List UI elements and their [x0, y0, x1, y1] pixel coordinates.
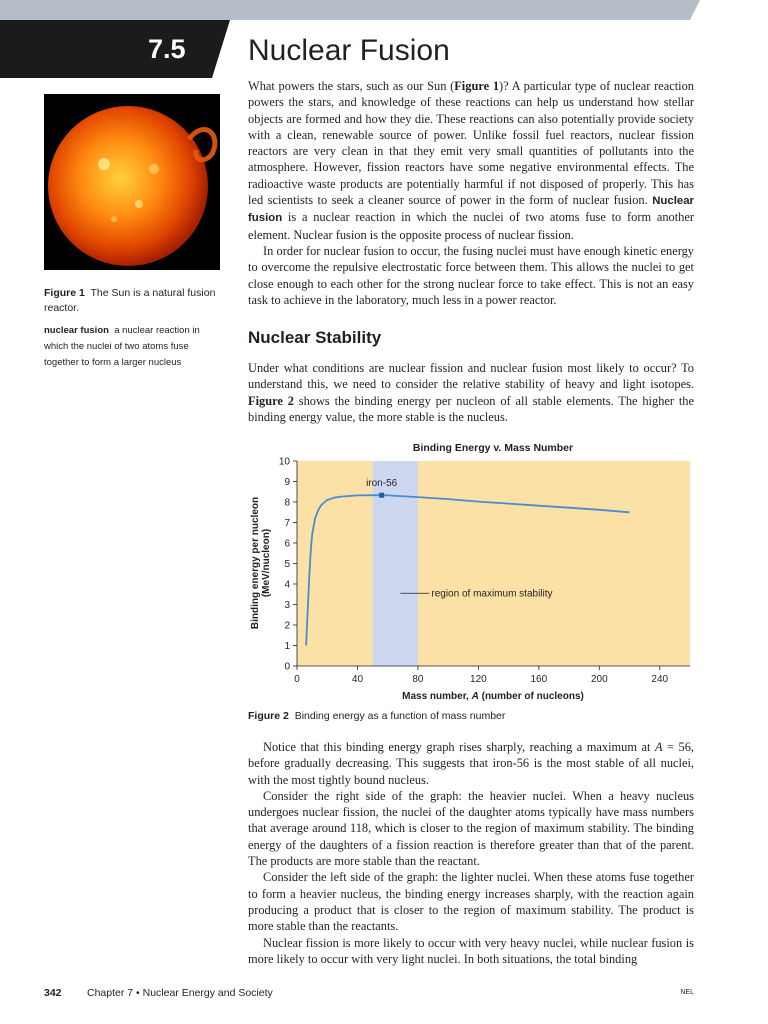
glossary-definition: a nuclear reaction in which the nuclei of two atoms fuse together to form a larger nucleus: [44, 325, 200, 368]
stability-paragraph: Under what conditions are nuclear fission and nuclear fusion most likely to occur? To understand this, we need to consider the relative stability of heavy and light isotopes. Figure 2 shows the binding energy per nucleon of all stable elements. The higher the binding energy value, the more stable is the nucleus.: [248, 361, 695, 424]
discussion-text: [248, 739, 694, 967]
top-banner: [0, 0, 768, 20]
x-tick-label: 240: [651, 674, 669, 685]
y-tick-label: 6: [284, 538, 290, 550]
iron-56-label: iron-56: [366, 478, 398, 490]
page-footer: [44, 987, 694, 1001]
sun-photo: [44, 94, 220, 270]
x-tick-label: 80: [412, 674, 424, 685]
y-tick-label: 5: [284, 559, 290, 570]
x-tick-label: 0: [294, 674, 300, 685]
x-tick-label: 160: [530, 674, 548, 685]
figure2-label: Figure 2: [248, 710, 289, 722]
plot-area: [297, 461, 690, 666]
figure2-caption: [248, 710, 505, 722]
glossary-entry: [44, 323, 224, 371]
discussion-paragraph-3: Consider the left side of the graph: the lighter nuclei. When these atoms fuse together to form a heavier nucleus, the binding energy increases sharply, with the reaction again producing a product that is closer to the region of maximum stability. The product is more stable than the reactants.: [248, 870, 694, 934]
iron-56-marker: [379, 493, 384, 498]
y-tick-label: 4: [284, 579, 290, 591]
x-tick-label: 200: [590, 674, 608, 685]
y-tick-label: 10: [278, 456, 290, 468]
y-tick-label: 7: [284, 518, 290, 529]
subsection-heading: Nuclear Stability: [248, 328, 382, 347]
x-tick-label: 120: [470, 674, 487, 685]
chapter-title: Chapter 7 • Nuclear Energy and Society: [87, 987, 273, 999]
intro-paragraph-2: In order for nuclear fusion to occur, the fusing nuclei must have enough kinetic energy to overcome the repulsive electrostatic force between them. This allows the nuclei to get close enough to each other for the strong nuclear force to take effect. This is not an easy task to achieve in the laboratory, much less in a power reactor.: [248, 243, 694, 307]
stability-text: [248, 360, 694, 425]
publisher-mark: NEL: [680, 989, 694, 996]
x-tick-label: 40: [351, 674, 364, 685]
y-tick-label: 3: [284, 600, 290, 611]
figure2-caption-text: Binding energy as a function of mass number: [294, 710, 506, 722]
discussion-paragraph-4: Nuclear fission is more likely to occur with very heavy nuclei, while nuclear fusion is more likely to occur with very light nuclei. In both situations, the total binding: [248, 935, 694, 966]
intro-text: [248, 78, 694, 308]
key-term: Nuclear fusion: [248, 195, 694, 225]
stability-label: region of maximum stability: [431, 588, 553, 600]
discussion-paragraph-2: Consider the right side of the graph: the heavier nuclei. When a heavy nucleus undergoes nuclear fission, the nuclei of the daughter atoms typically have mass numbers that average around 118, which is closer to the region of maximum stability. The binding energy of the daughters of a fission reaction is therefore greater than that of the parent. The products are more stable than the reactant.: [248, 788, 694, 869]
binding-energy-chart: [244, 436, 700, 704]
x-axis-label: Mass number, A (number of nucleons): [402, 691, 584, 702]
discussion-paragraph-1: Notice that this binding energy graph rises sharply, reaching a maximum at A = 56, before gradually decreasing. This suggests that iron-56 is the most stable of all nuclei, with the most tightly bound nucleus.: [248, 740, 694, 787]
figure1-caption-text: The Sun is a natural fusion reactor.: [44, 287, 216, 314]
figure1-label: Figure 1: [44, 287, 85, 299]
figure1-ref: Figure 1: [454, 79, 500, 93]
y-tick-label: 0: [284, 661, 290, 673]
y-axis-label-units: (MeV/nucleon): [261, 528, 272, 598]
figure2-ref: Figure 2: [248, 393, 294, 408]
y-tick-label: 1: [284, 641, 290, 652]
y-axis-label: Binding energy per nucleon: [250, 496, 261, 630]
mass-number-variable: A: [654, 740, 663, 754]
section-title: Nuclear Fusion: [248, 34, 450, 67]
glossary-term: nuclear fusion: [44, 325, 109, 336]
y-tick-label: 2: [284, 620, 290, 632]
stability-band: [373, 461, 418, 666]
y-tick-label: 9: [284, 477, 290, 488]
intro-paragraph-1: What powers the stars, such as our Sun (Figure 1)? A particular type of nuclear reaction powers the stars, and knowledge of these reactions can help us understand how stellar objects are formed and how they die. These reactions can also potentially provide society with a clean, renewable source of power. Unlike fossil fuel reactors, nuclear fission reactors are very clean in that they emit very small quantities of pollutants into the atmosphere. However, fission reactors have some negative environmental effects. The radioactive waste products are potentially harmful if not disposed of properly. This has led scientists to seek a cleaner source of power in the form of nuclear fusion. Nuclear fusion is a nuclear reaction in which the nuclei of two atoms fuse to form another element. Nuclear fusion is the opposite process of nuclear fission.: [248, 79, 694, 242]
page-number: 342: [44, 987, 62, 999]
section-number: 7.5: [148, 34, 186, 64]
y-tick-label: 8: [284, 497, 290, 509]
figure1-caption: [44, 286, 224, 316]
chart-title: Binding Energy v. Mass Number: [412, 442, 574, 454]
